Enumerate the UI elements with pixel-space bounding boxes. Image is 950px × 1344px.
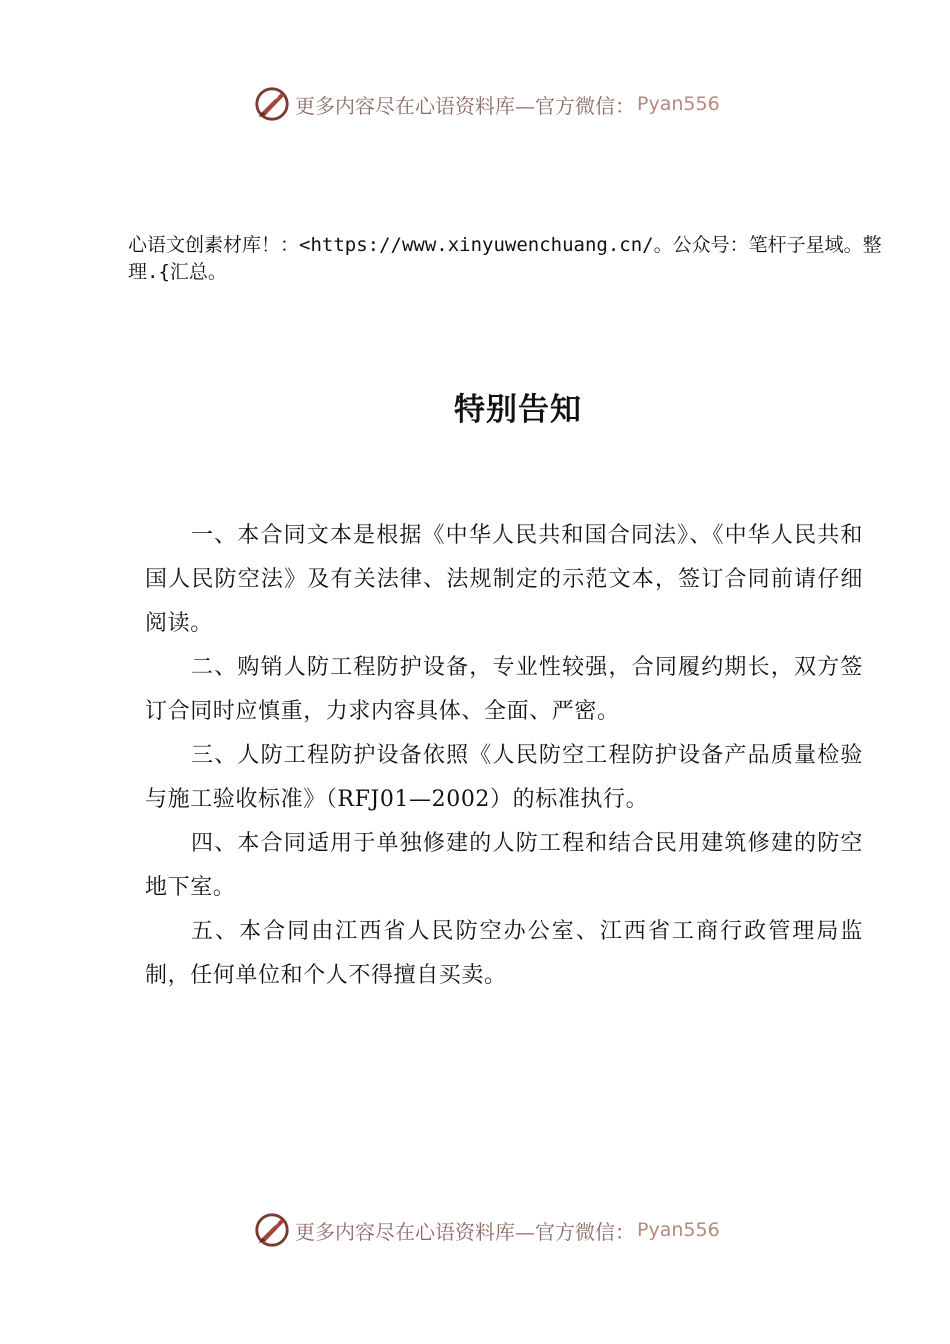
source-note: 心语文创素材库！：<https://www.xinyuwenchuang.cn/。公众号：笔杆子星域。整理.{汇总。 — [128, 234, 882, 283]
banner-wechat-handle: Pyan556 — [637, 1219, 720, 1241]
notice-body — [145, 514, 863, 998]
notice-item-1: 一、本合同文本是根据《中华人民共和国合同法》、《中华人民共和国人民防空法》及有关法律、法规制定的示范文本，签订合同前请仔细阅读。 — [145, 523, 863, 636]
header-watermark-banner — [253, 84, 773, 124]
quill-pen-logo-icon — [253, 1211, 291, 1249]
notice-item-2: 二、购销人防工程防护设备，专业性较强，合同履约期长，双方签订合同时应慎重，力求内容具体、全面、严密。 — [145, 655, 863, 724]
footer-watermark-banner — [253, 1210, 773, 1250]
notice-item-5: 五、本合同由江西省人民防空办公室、江西省工商行政管理局监制，任何单位和个人不得擅自买卖。 — [145, 919, 863, 988]
page-title: 特别告知 — [454, 392, 582, 428]
banner-text: 更多内容尽在心语资料库—官方微信： — [295, 1219, 635, 1244]
notice-item-4: 四、本合同适用于单独修建的人防工程和结合民用建筑修建的防空地下室。 — [145, 831, 863, 900]
banner-wechat-handle: Pyan556 — [637, 93, 720, 115]
quill-pen-logo-icon — [253, 85, 291, 123]
notice-item-3: 三、人防工程防护设备依照《人民防空工程防护设备产品质量检验与施工验收标准》（RFJ01—2002）的标准执行。 — [145, 743, 863, 812]
banner-text: 更多内容尽在心语资料库—官方微信： — [295, 93, 635, 118]
